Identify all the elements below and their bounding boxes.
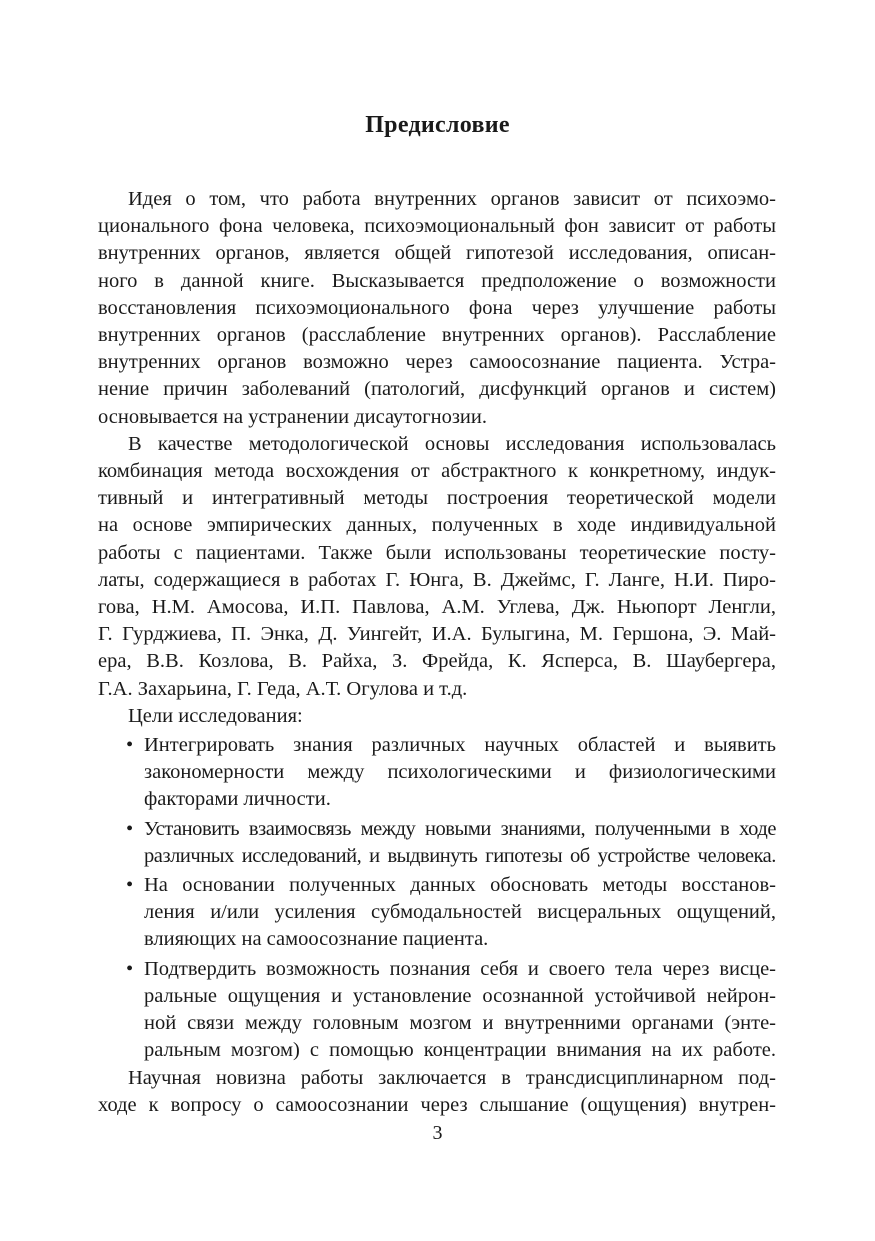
text-line: На основании полученных данных обосновать методы восстанов- xyxy=(144,874,776,897)
list-item xyxy=(98,732,776,814)
body-text xyxy=(98,186,776,1119)
text-line: Г. Гурджиева, П. Энка, Д. Уингейт, И.А. Булыгина, М. Гершона, Э. Май- xyxy=(98,623,776,646)
text-line: влияющих на самоосознание пациента. xyxy=(144,928,489,951)
page-number: 3 xyxy=(432,1122,443,1144)
paragraph-novelty xyxy=(98,1065,776,1119)
bullet-icon: • xyxy=(126,817,134,840)
text-line: ления и/или усиления субмодальностей висцеральных ощущений, xyxy=(144,901,776,924)
paragraph-methodology xyxy=(98,431,776,703)
text-line: внутренних органов возможно через самоосознание пациента. Устра- xyxy=(98,351,776,374)
text-line: Идея о том, что работа внутренних органов зависит от психоэмо- xyxy=(128,188,776,210)
page-title: Предисловие xyxy=(365,112,510,138)
text-line: различных исследований, и выдвинуть гипотезы об устройстве человека. xyxy=(144,844,776,867)
text-line: внутренних органов (расслабление внутренних органов). Расслабление xyxy=(98,324,776,347)
text-line: Интегрировать знания различных научных областей и выявить xyxy=(144,734,776,757)
list-item xyxy=(98,872,776,954)
text-line: комбинация метода восхождения от абстрактного к конкретному, индук- xyxy=(98,460,776,483)
text-line: ной связи между головным мозгом и внутренними органами (энте- xyxy=(144,1012,776,1035)
text-line: на основе эмпирических данных, полученных в ходе индивидуальной xyxy=(98,514,776,537)
text-line: ционального фона человека, психоэмоциональный фон зависит от работы xyxy=(98,215,776,238)
text-line: ного в данной книге. Высказывается предположение о возможности xyxy=(98,269,776,292)
bullet-icon: • xyxy=(126,874,134,897)
text-line: ходе к вопросу о самоосознании через слышание (ощущения) внутрен- xyxy=(98,1093,776,1116)
list-item xyxy=(98,816,776,870)
text-line: работы с пациентами. Также были использованы теоретические посту- xyxy=(98,541,776,564)
text-line: основывается на устранении дисаутогнозии. xyxy=(98,405,487,428)
text-line: нение причин заболеваний (патологий, дисфункций органов и систем) xyxy=(98,378,776,401)
goals-list xyxy=(98,732,776,1064)
text-line: ера, В.В. Козлова, В. Райха, З. Фрейда, К. Ясперса, В. Шаубергера, xyxy=(98,650,776,673)
text-line: Подтвердить возможность познания себя и своего тела через висце- xyxy=(144,957,776,980)
goals-heading: Цели исследования: xyxy=(128,704,303,727)
text-line: закономерности между психологическими и физиологическими xyxy=(144,761,776,784)
list-item xyxy=(98,956,776,1065)
text-line: гова, Н.М. Амосова, И.П. Павлова, А.М. Углева, Дж. Ньюпорт Ленгли, xyxy=(98,596,776,619)
bullet-icon: • xyxy=(126,957,134,980)
text-line: Г.А. Захарьина, Г. Геда, А.Т. Огулова и т.д. xyxy=(98,677,468,700)
text-line: внутренних органов, является общей гипотезой исследования, описан- xyxy=(98,242,776,265)
text-line: ральным мозгом) с помощью концентрации внимания на их работе. xyxy=(144,1039,776,1062)
text-line: восстановления психоэмоционального фона через улучшение работы xyxy=(98,296,776,319)
text-line: Установить взаимосвязь между новыми знаниями, полученными в ходе xyxy=(144,817,776,840)
text-line: ральные ощущения и установление осознанной устойчивой нейрон- xyxy=(144,984,776,1007)
text-line: тивный и интегративный методы построения теоретической модели xyxy=(98,487,776,510)
text-line: В качестве методологической основы исследования использовалась xyxy=(128,432,776,455)
bullet-icon: • xyxy=(126,734,134,757)
text-line: латы, содержащиеся в работах Г. Юнга, В. Джеймс, Г. Ланге, Н.И. Пиро- xyxy=(98,568,776,591)
paragraph-hypothesis xyxy=(98,186,776,431)
text-line: факторами личности. xyxy=(144,788,331,811)
text-line: Научная новизна работы заключается в трансдисциплинарном под- xyxy=(128,1066,776,1089)
